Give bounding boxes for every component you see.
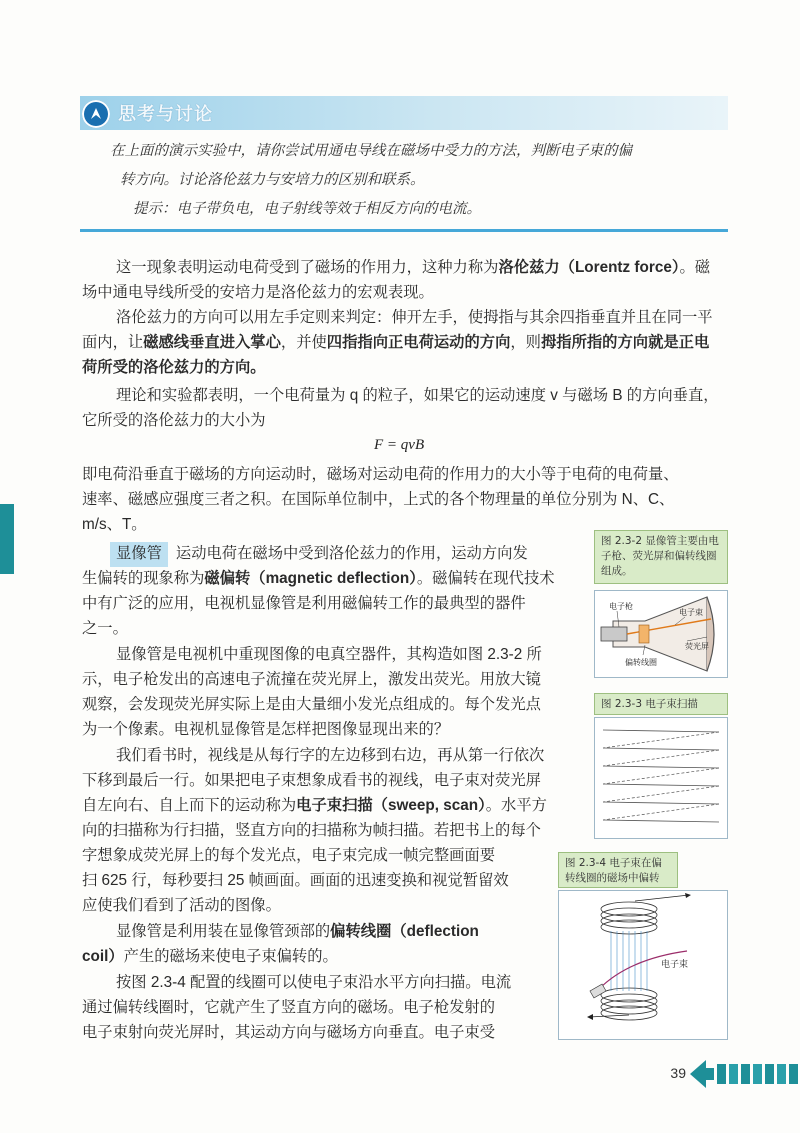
p6-line-2: 下移到最后一行。如果把电子束想象成看书的视线，电子束对荧光屏 <box>82 772 541 789</box>
p7-line-2: coil）产生的磁场来使电子束偏转的。 <box>82 948 338 965</box>
fig-label-screen: 荧光屏 <box>685 642 709 651</box>
p2-line-3: 荷所受的洛伦兹力的方向。 <box>82 359 266 376</box>
p6-line-3: 自左向右、自上而下的运动称为电子束扫描（sweep, scan）。水平方 <box>82 797 547 814</box>
p3-line-5: m/s、T。 <box>82 516 147 533</box>
keyword-tag: 显像管 <box>110 542 168 567</box>
fig-2-3-4-caption: 图 2.3-4 电子束在偏转线圈的磁场中偏转 <box>558 852 678 888</box>
chapter-side-tab <box>0 504 14 574</box>
page-footer-arrow <box>690 1058 798 1090</box>
fig-label-coil: 偏转线圈 <box>625 658 657 667</box>
fig-label-gun: 电子枪 <box>609 602 633 611</box>
p5-line-1: 显像管是电视机中重现图像的电真空器件，其构造如图 2.3-2 所 <box>116 646 542 663</box>
p6-line-1: 我们看书时，视线是从每行字的左边移到右边，再从第一行依次 <box>116 747 545 764</box>
p8-line-3: 电子束射向荧光屏时，其运动方向与磁场方向垂直。电子束受 <box>82 1024 496 1041</box>
p1-line-1: 这一现象表明运动电荷受到了磁场的作用力，这种力称为洛伦兹力（Lorentz force）。磁 <box>116 259 711 276</box>
p5-line-4: 为一个像素。电视机显像管是怎样把图像显现出来的？ <box>82 721 450 738</box>
think-title: 思考与讨论 <box>118 104 213 125</box>
p4-line-3: 中有广泛的应用，电视机显像管是利用磁偏转工作的最典型的器件 <box>82 595 526 612</box>
p5-line-2: 示，电子枪发出的高速电子流撞在荧光屏上，激发出荧光。用放大镜 <box>82 671 541 688</box>
think-hint: 提示：电子带负电，电子射线等效于相反方向的电流。 <box>133 201 481 217</box>
think-line-2: 转方向。讨论洛伦兹力与安培力的区别和联系。 <box>120 172 425 188</box>
fig-2-3-3-scan-diagram <box>594 717 728 839</box>
p4-line-2: 生偏转的现象称为磁偏转（magnetic deflection）。磁偏转在现代技术 <box>82 570 555 587</box>
p2-line-2: 面内，让磁感线垂直进入掌心，并使四指指向正电荷运动的方向，则拇指所指的方向就是正电 <box>82 334 710 351</box>
p1-line-2: 场中通电导线所受的安培力是洛伦兹力的宏观表现。 <box>82 284 434 301</box>
p3-line-3: 即电荷沿垂直于磁场的方向运动时，磁场对运动电荷的作用力的大小等于电荷的电荷量、 <box>82 466 679 483</box>
think-logo-icon <box>82 100 110 128</box>
p7-line-1: 显像管是利用装在显像管颈部的偏转线圈（deflection <box>116 923 479 940</box>
p6-line-7: 应使我们看到了活动的图像。 <box>82 897 281 914</box>
p2-line-1: 洛伦兹力的方向可以用左手定则来判定：伸开左手，使拇指与其余四指垂直并且在同一平 <box>116 309 713 326</box>
p8-line-2: 通过偏转线圈时，它就产生了竖直方向的磁场。电子枪发射的 <box>82 999 496 1016</box>
think-line-1: 在上面的演示实验中，请你尝试用通电导线在磁场中受力的方法，判断电子束的偏 <box>110 143 632 159</box>
p4-line-4: 之一。 <box>82 620 128 637</box>
p3-line-1: 理论和实验都表明，一个电荷量为 q 的粒子，如果它的运动速度 v 与磁场 B 的方向垂直， <box>116 387 719 404</box>
p6-line-5: 字想象成荧光屏上的每个发光点，电子束完成一帧完整画面要 <box>82 847 496 864</box>
page-number: 39 <box>670 1065 686 1081</box>
p8-line-1: 按图 2.3-4 配置的线圈可以使电子束沿水平方向扫描。电流 <box>116 974 512 991</box>
p3-line-2: 它所受的洛伦兹力的大小为 <box>82 412 266 429</box>
fig-label-beam: 电子束 <box>679 608 703 617</box>
p5-line-3: 观察，会发现荧光屏实际上是由大量细小发光点组成的。每个发光点 <box>82 696 541 713</box>
think-divider <box>80 229 728 232</box>
fig-2-3-2-crt-diagram <box>594 590 728 678</box>
p4-line-1: 显像管 运动电荷在磁场中受到洛伦兹力的作用，运动方向发 <box>110 542 590 567</box>
fig-2-3-3-caption: 图 2.3-3 电子束扫描 <box>594 693 728 715</box>
fig-label-beam-2: 电子束 <box>661 960 689 970</box>
fig-2-3-4-coil-diagram <box>558 890 728 1040</box>
p6-line-4: 向的扫描称为行扫描，竖直方向的扫描称为帧扫描。若把书上的每个 <box>82 822 541 839</box>
formula: F = qvB <box>374 437 425 453</box>
p6-line-6: 扫 625 行，每秒要扫 25 帧画面。画面的迅速变换和视觉暂留效 <box>82 872 509 889</box>
p3-line-4: 速率、磁感应强度三者之积。在国际单位制中，上式的各个物理量的单位分别为 N、C、 <box>82 491 675 508</box>
fig-2-3-2-caption: 图 2.3-2 显像管主要由电子枪、荧光屏和偏转线圈组成。 <box>594 530 728 584</box>
